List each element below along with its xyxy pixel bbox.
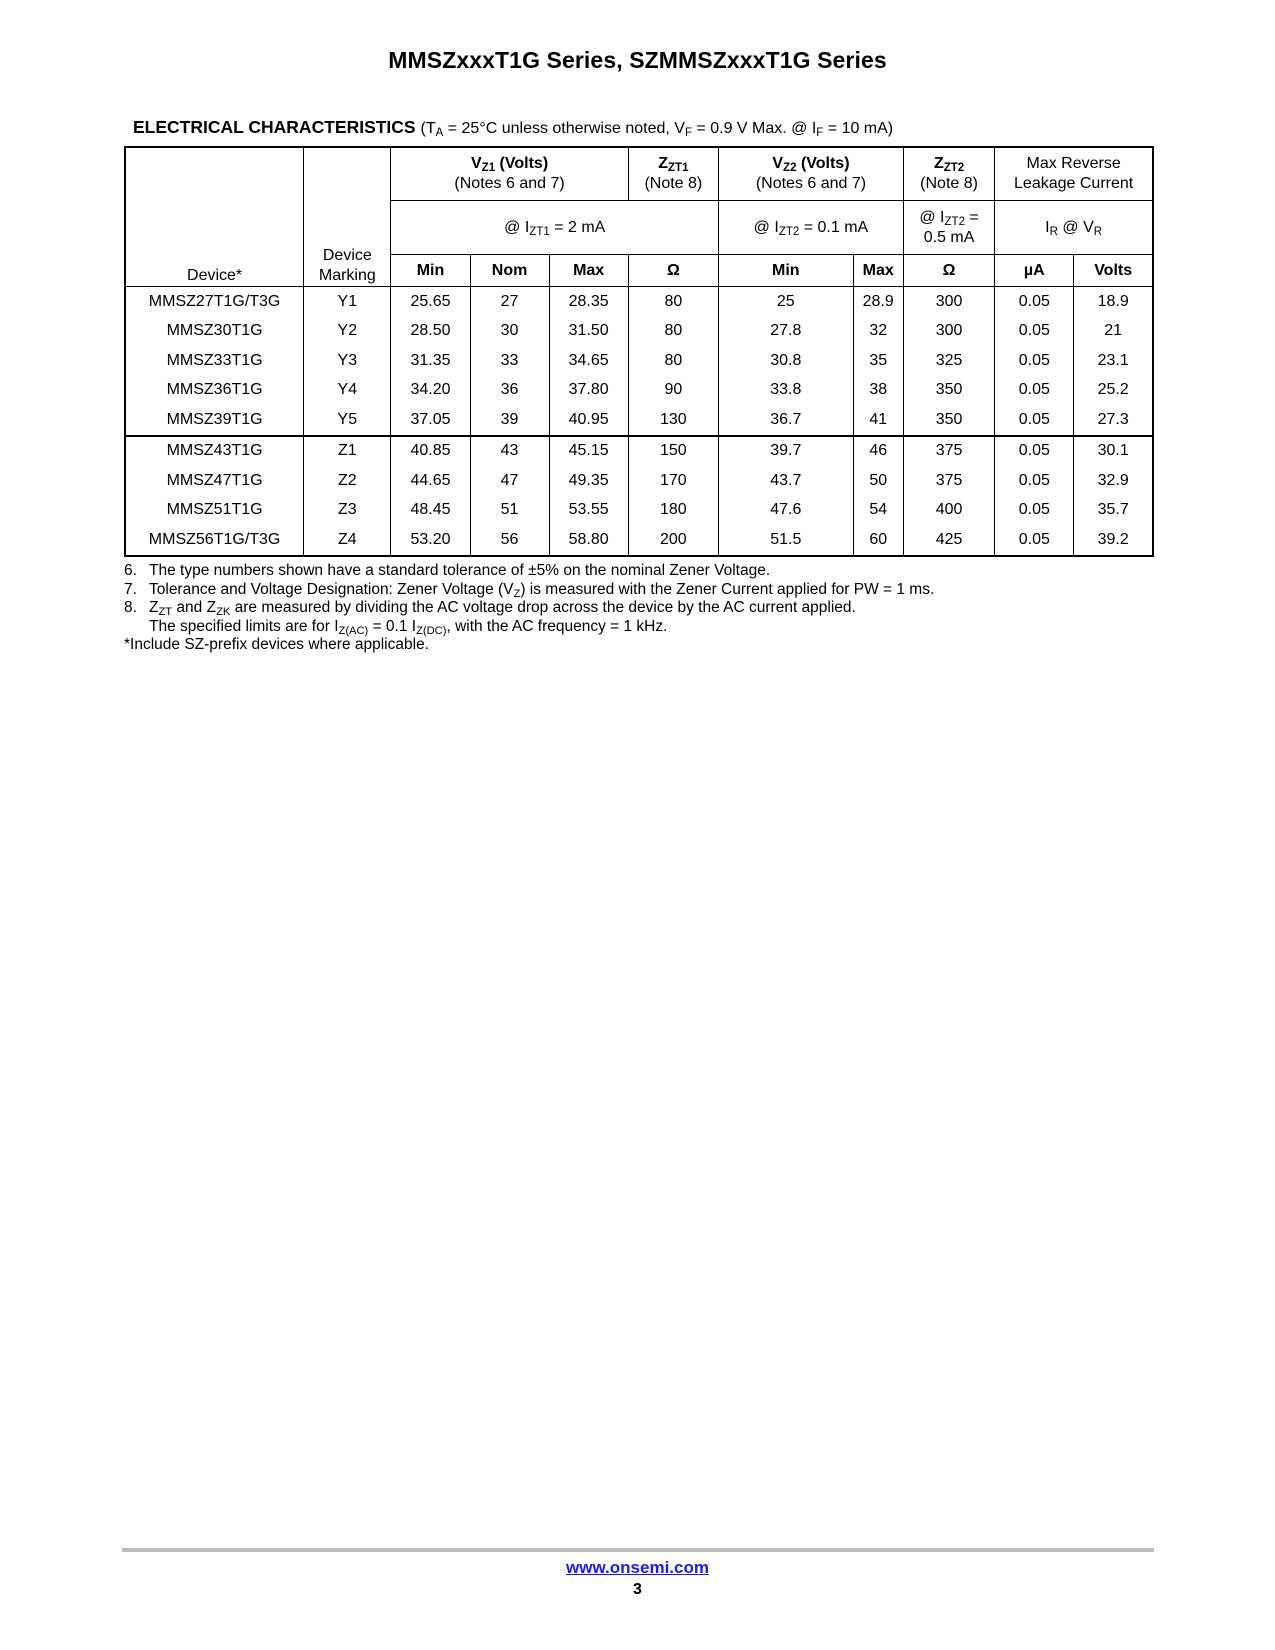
- cell-marking: Z3: [304, 496, 391, 526]
- cell-value: 28.35: [549, 287, 628, 317]
- cell-value: 80: [628, 346, 718, 376]
- cell-value: 38: [853, 376, 903, 406]
- col-vz1-max: Max: [549, 255, 628, 287]
- col-vz1-nom: Nom: [470, 255, 549, 287]
- col-leakage-current: Max Reverse Leakage Current: [995, 147, 1153, 201]
- section-heading: [133, 117, 893, 138]
- col-zzt1: $Z_{ZT1}$ (Note 8): [628, 147, 718, 201]
- cell-value: 350: [903, 405, 994, 436]
- table-row: [125, 466, 1153, 496]
- col-vz1: $V_{Z1}$ (Volts) (Notes 6 and 7): [391, 147, 628, 201]
- cell-value: 30.1: [1074, 436, 1153, 467]
- col-vz2: $V_{Z2}$ (Volts) (Notes 6 and 7): [719, 147, 904, 201]
- cell-value: 41: [853, 405, 903, 436]
- izt2-condition: @ $I_{ZT2} = 0.1$ mA: [719, 201, 904, 255]
- cell-value: 25: [719, 287, 854, 317]
- cell-value: 25.65: [391, 287, 470, 317]
- cell-device: MMSZ36T1G: [125, 376, 304, 406]
- cell-marking: Y4: [304, 376, 391, 406]
- cell-value: 47: [470, 466, 549, 496]
- footer-website-link[interactable]: www.onsemi.com: [566, 1558, 709, 1577]
- ir-vr-condition: $I_R$ @ $V_R$: [995, 201, 1153, 255]
- footer-divider: [122, 1548, 1154, 1552]
- cell-value: 350: [903, 376, 994, 406]
- cell-value: 40.95: [549, 405, 628, 436]
- cell-value: 46: [853, 436, 903, 467]
- cell-value: 40.85: [391, 436, 470, 467]
- col-ir-ua: µA: [995, 255, 1074, 287]
- cell-value: 39.2: [1074, 525, 1153, 556]
- cell-value: 0.05: [995, 436, 1074, 467]
- izt2-zzt2-condition: @ $I_{ZT2}$ = 0.5 mA: [903, 201, 994, 255]
- cell-device: MMSZ33T1G: [125, 346, 304, 376]
- table-row: [125, 405, 1153, 436]
- cell-value: 32: [853, 317, 903, 347]
- col-zzt2: $Z_{ZT2}$ (Note 8): [903, 147, 994, 201]
- cell-value: 23.1: [1074, 346, 1153, 376]
- cell-marking: Z1: [304, 436, 391, 467]
- cell-marking: Y2: [304, 317, 391, 347]
- cell-marking: Y3: [304, 346, 391, 376]
- cell-value: 0.05: [995, 525, 1074, 556]
- table-row: [125, 317, 1153, 347]
- cell-value: 150: [628, 436, 718, 467]
- cell-value: 30: [470, 317, 549, 347]
- cell-value: 170: [628, 466, 718, 496]
- cell-device: MMSZ43T1G: [125, 436, 304, 467]
- cell-value: 0.05: [995, 317, 1074, 347]
- cell-value: 58.80: [549, 525, 628, 556]
- page-number: 3: [633, 1581, 642, 1598]
- cell-value: 33: [470, 346, 549, 376]
- cell-device: MMSZ39T1G: [125, 405, 304, 436]
- cell-marking: Z2: [304, 466, 391, 496]
- cell-value: 31.35: [391, 346, 470, 376]
- col-zzt1-ohm: Ω: [628, 255, 718, 287]
- col-vz2-max: Max: [853, 255, 903, 287]
- cell-value: 53.55: [549, 496, 628, 526]
- cell-value: 27.3: [1074, 405, 1153, 436]
- cell-value: 28.9: [853, 287, 903, 317]
- cell-value: 80: [628, 287, 718, 317]
- cell-value: 0.05: [995, 346, 1074, 376]
- section-heading-label: ELECTRICAL CHARACTERISTICS: [133, 117, 416, 137]
- cell-value: 0.05: [995, 287, 1074, 317]
- note-8-continued: The specified limits are for $I_{Z(AC)} = 0.1$ $I_{Z(DC)}$, with the AC frequency = 1 kHz.: [149, 617, 668, 637]
- cell-value: 21: [1074, 317, 1153, 347]
- cell-value: 53.20: [391, 525, 470, 556]
- cell-value: 56: [470, 525, 549, 556]
- cell-value: 34.65: [549, 346, 628, 376]
- cell-marking: Z4: [304, 525, 391, 556]
- cell-value: 51: [470, 496, 549, 526]
- cell-value: 44.65: [391, 466, 470, 496]
- cell-device: MMSZ56T1G/T3G: [125, 525, 304, 556]
- cell-value: 43: [470, 436, 549, 467]
- note-7: 7. Tolerance and Voltage Designation: Zener Voltage $(V_Z)$ is measured with the Zener Current applied for PW = 1 ms.: [124, 580, 935, 600]
- cell-marking: Y5: [304, 405, 391, 436]
- cell-value: 0.05: [995, 496, 1074, 526]
- note-include-sz: *Include SZ-prefix devices where applicable.: [124, 636, 429, 653]
- cell-value: 0.05: [995, 376, 1074, 406]
- electrical-characteristics-table: [124, 146, 1154, 557]
- table-row: [125, 287, 1153, 317]
- cell-value: 30.8: [719, 346, 854, 376]
- cell-value: 35.7: [1074, 496, 1153, 526]
- col-vz1-min: Min: [391, 255, 470, 287]
- col-device: Device*: [125, 147, 304, 287]
- cell-value: 36.7: [719, 405, 854, 436]
- cell-value: 300: [903, 317, 994, 347]
- cell-device: MMSZ47T1G: [125, 466, 304, 496]
- cell-value: 51.5: [719, 525, 854, 556]
- col-device-marking: Device Marking: [304, 147, 391, 287]
- izt1-condition: @ $I_{ZT1} = 2$ mA: [391, 201, 719, 255]
- cell-value: 60: [853, 525, 903, 556]
- cell-value: 375: [903, 466, 994, 496]
- page-title: MMSZxxxT1G Series, SZMMSZxxxT1G Series: [388, 47, 887, 73]
- cell-value: 54: [853, 496, 903, 526]
- cell-value: 27.8: [719, 317, 854, 347]
- table-row: [125, 346, 1153, 376]
- cell-device: MMSZ30T1G: [125, 317, 304, 347]
- cell-value: 130: [628, 405, 718, 436]
- cell-value: 32.9: [1074, 466, 1153, 496]
- cell-value: 400: [903, 496, 994, 526]
- table-row: [125, 496, 1153, 526]
- cell-value: 43.7: [719, 466, 854, 496]
- cell-value: 25.2: [1074, 376, 1153, 406]
- cell-value: 31.50: [549, 317, 628, 347]
- cell-value: 45.15: [549, 436, 628, 467]
- cell-value: 425: [903, 525, 994, 556]
- cell-value: 80: [628, 317, 718, 347]
- cell-value: 375: [903, 436, 994, 467]
- note-8: 8. $Z_{ZT}$ and $Z_{ZK}$ are measured by dividing the AC voltage drop across the device by the AC current applied.: [124, 599, 856, 618]
- cell-value: 28.50: [391, 317, 470, 347]
- cell-value: 37.80: [549, 376, 628, 406]
- cell-value: 34.20: [391, 376, 470, 406]
- cell-value: 48.45: [391, 496, 470, 526]
- cell-device: MMSZ27T1G/T3G: [125, 287, 304, 317]
- cell-value: 325: [903, 346, 994, 376]
- cell-value: 35: [853, 346, 903, 376]
- col-vz2-min: Min: [719, 255, 854, 287]
- cell-value: 50: [853, 466, 903, 496]
- cell-value: 200: [628, 525, 718, 556]
- cell-value: 27: [470, 287, 549, 317]
- notes: [124, 562, 934, 655]
- cell-value: 47.6: [719, 496, 854, 526]
- cell-value: 0.05: [995, 466, 1074, 496]
- cell-value: 39.7: [719, 436, 854, 467]
- cell-value: 18.9: [1074, 287, 1153, 317]
- cell-value: 180: [628, 496, 718, 526]
- table-row: [125, 376, 1153, 406]
- cell-value: 49.35: [549, 466, 628, 496]
- cell-marking: Y1: [304, 287, 391, 317]
- cell-device: MMSZ51T1G: [125, 496, 304, 526]
- cell-value: 90: [628, 376, 718, 406]
- col-zzt2-ohm: Ω: [903, 255, 994, 287]
- col-vr-volts: Volts: [1074, 255, 1153, 287]
- cell-value: 39: [470, 405, 549, 436]
- table-row: [125, 525, 1153, 556]
- cell-value: 0.05: [995, 405, 1074, 436]
- cell-value: 37.05: [391, 405, 470, 436]
- note-6: 6. The type numbers shown have a standard tolerance of ±5% on the nominal Zener Voltage.: [124, 562, 771, 579]
- cell-value: 33.8: [719, 376, 854, 406]
- cell-value: 300: [903, 287, 994, 317]
- test-conditions: ($T_A = 25^\circ C$ unless otherwise noted, $V_F = 0.9$ V Max. @ $I_F = 10$ mA): [420, 120, 894, 139]
- cell-value: 36: [470, 376, 549, 406]
- table-row: [125, 436, 1153, 467]
